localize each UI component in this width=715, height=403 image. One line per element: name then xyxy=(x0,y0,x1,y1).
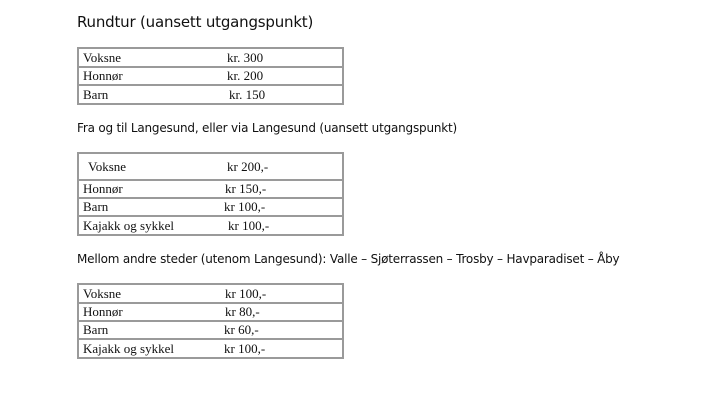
price-table-langesund xyxy=(77,152,344,236)
table-row xyxy=(79,217,342,234)
row-label: Honnør xyxy=(83,181,123,196)
row-price: kr 80,- xyxy=(225,304,260,319)
table-row xyxy=(79,154,342,181)
price-table-mellom xyxy=(77,283,344,359)
table-row xyxy=(79,322,342,340)
row-price: kr 60,- xyxy=(224,322,259,337)
row-label: Voksne xyxy=(83,49,122,65)
row-price: kr 150,- xyxy=(225,181,267,196)
table-row xyxy=(79,199,342,217)
row-label: Barn xyxy=(83,322,109,337)
row-price: kr. 150 xyxy=(229,86,266,102)
section-heading-langesund: Fra og til Langesund, eller via Langesund (uansett utgangspunkt) xyxy=(77,121,457,135)
row-price: kr 100,- xyxy=(224,199,266,214)
row-label: Barn xyxy=(83,86,109,102)
table-row xyxy=(79,340,342,357)
price-table-rundtur xyxy=(77,47,344,105)
section-heading-mellom: Mellom andre steder (utenom Langesund): Valle – Sjøterrassen – Trosby – Havparadiset – Åby xyxy=(77,252,620,266)
row-label: Barn xyxy=(83,199,109,214)
row-price: kr 100,- xyxy=(228,217,270,233)
table-row xyxy=(79,68,342,86)
table-row xyxy=(79,304,342,322)
section-heading-rundtur: Rundtur (uansett utgangspunkt) xyxy=(77,13,314,31)
row-label: Honnør xyxy=(83,68,123,83)
table-row xyxy=(79,285,342,304)
table-row xyxy=(79,49,342,68)
row-price: kr. 300 xyxy=(227,49,264,65)
row-price: kr 100,- xyxy=(224,340,266,356)
row-price: kr 100,- xyxy=(225,285,267,301)
table-row xyxy=(79,86,342,103)
row-label: Kajakk og sykkel xyxy=(83,217,174,233)
row-price: kr 200,- xyxy=(227,158,269,174)
row-price: kr. 200 xyxy=(227,68,264,83)
table-row xyxy=(79,181,342,199)
row-label: Honnør xyxy=(83,304,123,319)
row-label: Kajakk og sykkel xyxy=(83,340,174,356)
row-label: Voksne xyxy=(83,285,122,301)
row-label: Voksne xyxy=(88,158,127,174)
